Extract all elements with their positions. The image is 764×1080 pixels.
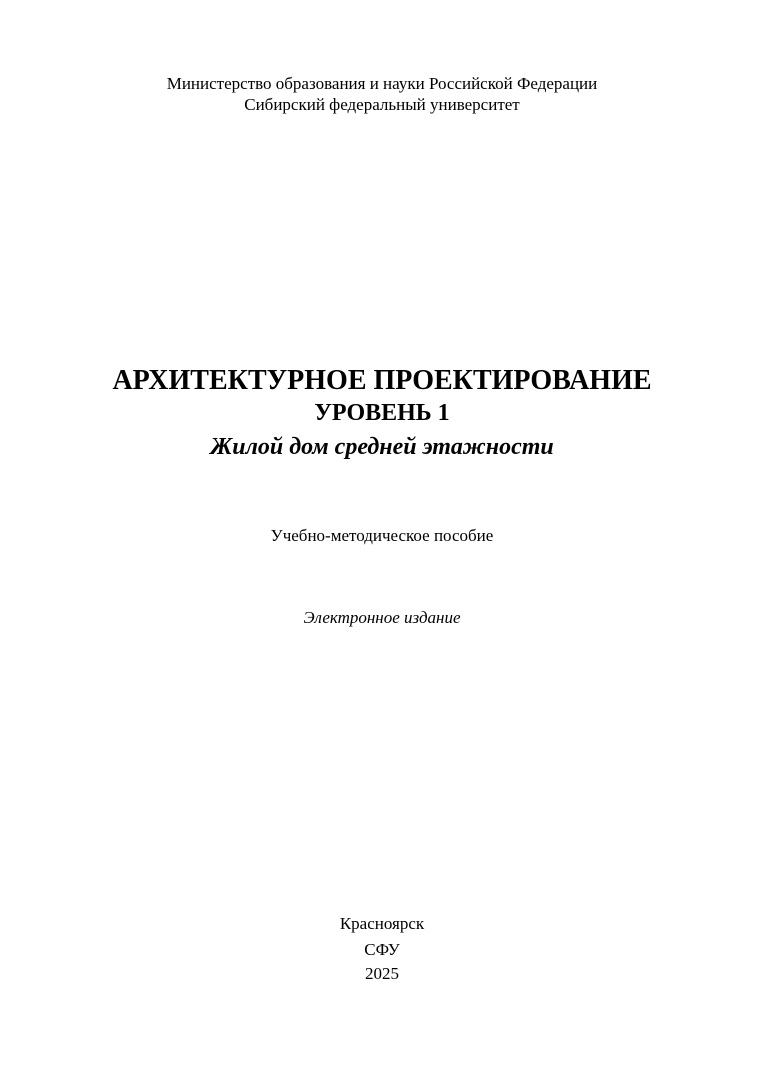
book-title: АРХИТЕКТУРНОЕ ПРОЕКТИРОВАНИЕ bbox=[112, 365, 652, 396]
book-level: УРОВЕНЬ 1 bbox=[314, 400, 450, 426]
university-name: Сибирский федеральный университет bbox=[244, 95, 520, 114]
ministry-name: Министерство образования и науки Российской Федерации bbox=[166, 74, 598, 93]
imprint-year: 2025 bbox=[365, 964, 399, 983]
imprint-city: Красноярск bbox=[339, 914, 425, 933]
edition-note: Электронное издание bbox=[303, 608, 461, 627]
document-type: Учебно-методическое пособие bbox=[270, 526, 494, 545]
book-subtitle: Жилой дом средней этажности bbox=[210, 434, 554, 460]
imprint-publisher: СФУ bbox=[364, 940, 400, 959]
